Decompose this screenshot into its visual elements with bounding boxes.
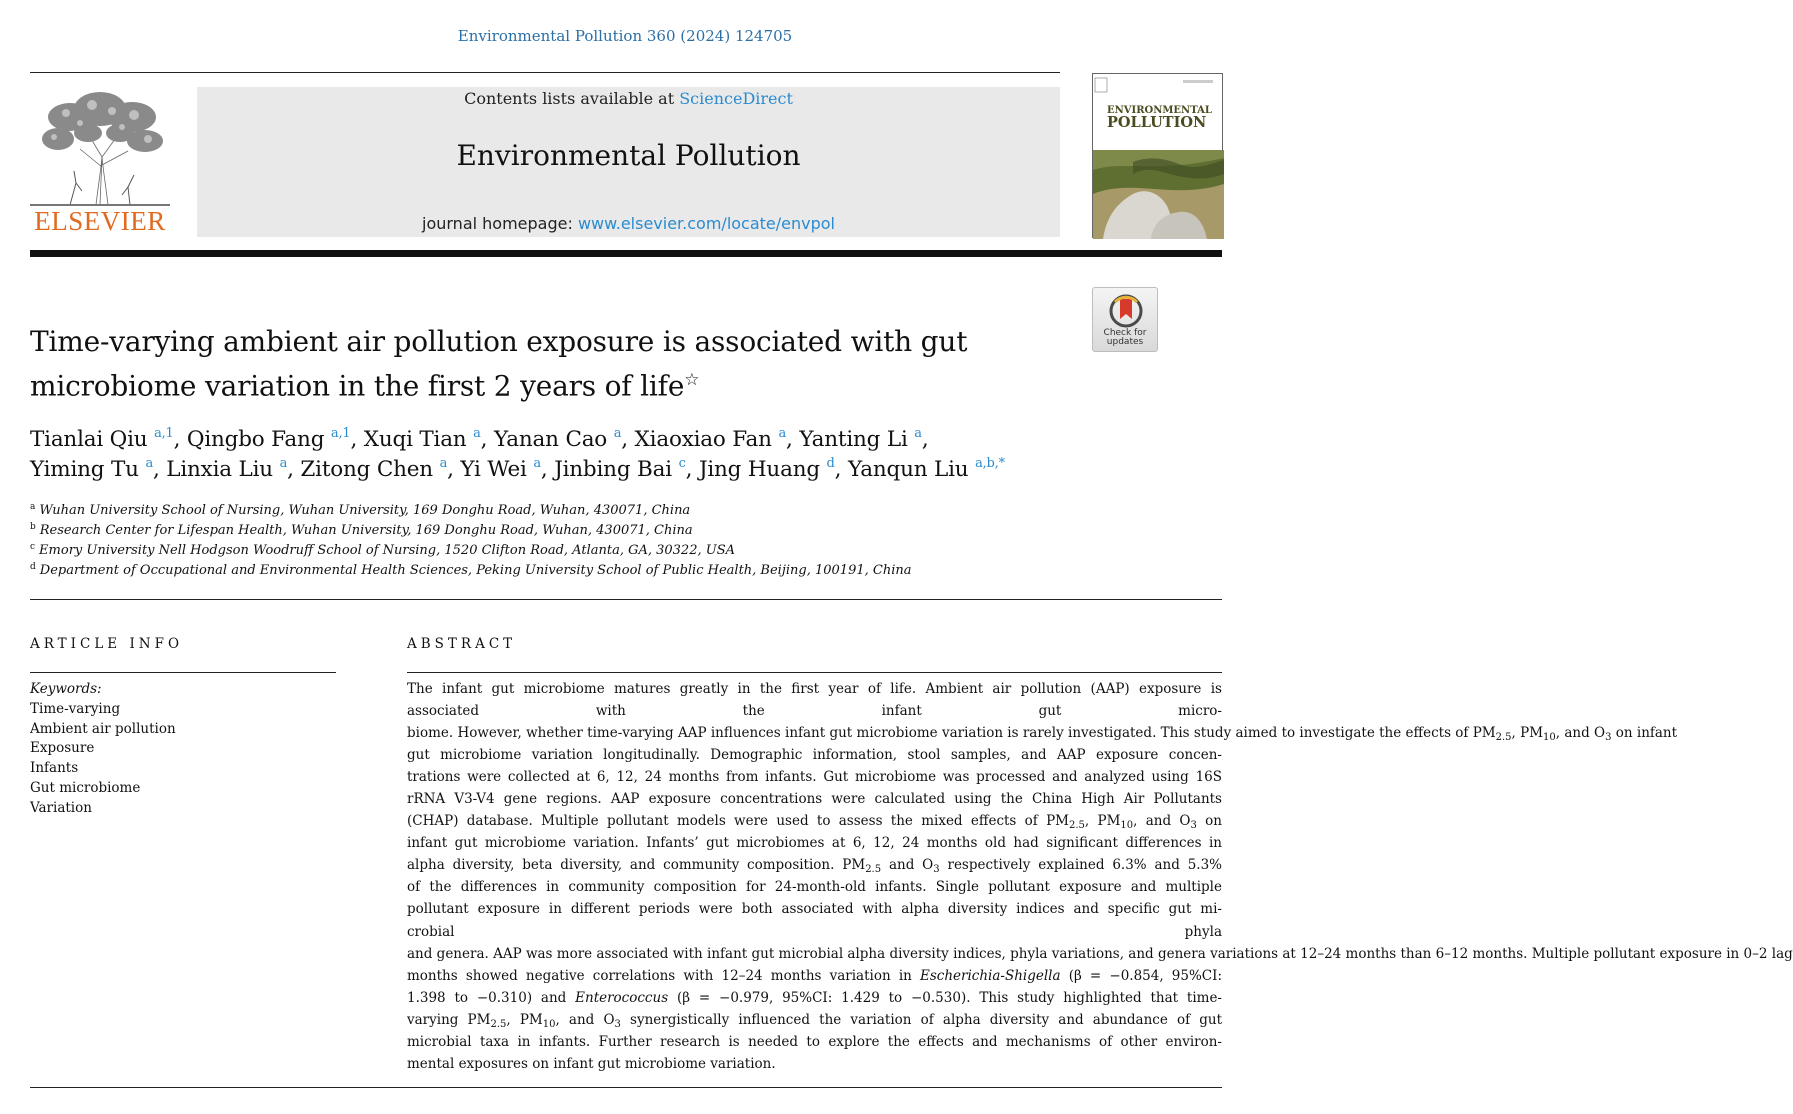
author[interactable]: Xuqi Tian	[363, 427, 467, 452]
author-affiliation-ref[interactable]: c	[678, 456, 686, 471]
title-footnote-star[interactable]: ☆	[684, 370, 700, 390]
abstract-line: biome. However, whether time-varying AAP influences infant gut microbiome variation is rarely investigated. This study aimed to investigate the effects of $PM_{2.5}$, $PM_{10}$, and $O_3$ on infant	[407, 725, 1678, 744]
author-affiliation-ref[interactable]: d	[826, 456, 835, 471]
author[interactable]: Yi Wei	[460, 457, 527, 482]
homepage-prefix: journal homepage:	[422, 214, 578, 233]
author-affiliation-ref[interactable]: a,1	[330, 426, 351, 441]
author[interactable]: Tianlai Qiu	[30, 427, 148, 452]
affiliation-item: $^b$ Research Center for Lifespan Health, Wuhan University, 169 Donghu Road, Wuhan, 430071, China	[30, 522, 693, 538]
abstract-line: crobial phyla	[407, 923, 1222, 940]
header-top-rule	[30, 72, 1060, 73]
author[interactable]: Xiaoxiao Fan	[634, 427, 772, 452]
abstract-line: The infant gut microbiome matures greatly in the first year of life. Ambient air pollution (AAP) exposure is	[407, 681, 1222, 697]
abstract-line: and genera. AAP was more associated with infant gut microbial alpha diversity indices, phyla variations, and genera variations at 12–24 months than 6–12 months. Multiple pollutant exposure in 0–2 lag	[407, 945, 1793, 962]
elsevier-wordmark: ELSEVIER	[34, 206, 166, 236]
homepage-line	[197, 214, 1060, 233]
author-affiliation-ref[interactable]: a	[279, 456, 288, 471]
abstract-line: (CHAP) database. Multiple pollutant models were used to assess the mixed effects of $PM_{2.5}$, $PM_{10}$, and $O_3$ on	[407, 813, 1222, 832]
keyword-item: Infants	[30, 760, 79, 777]
keyword-item: Ambient air pollution	[30, 720, 176, 737]
author-affiliation-ref[interactable]: a,b,*	[975, 456, 1005, 471]
abstract-text	[407, 678, 1793, 1075]
journal-homepage-link[interactable]: www.elsevier.com/locate/envpol	[577, 214, 835, 233]
abstract-line: 1.398 to −0.310) and Enterococcus (β = −0.979, 95%CI: 1.429 to −0.530). This study highlighted that time-	[407, 989, 1222, 1006]
author[interactable]: Yanan Cao	[493, 427, 608, 452]
check-for-updates-label: Check for updates	[1103, 328, 1147, 347]
author-affiliation-ref[interactable]: a	[439, 456, 448, 471]
abstract-heading: ABSTRACT	[407, 636, 517, 652]
contents-prefix: Contents lists available at	[464, 89, 680, 108]
abstract-line: rRNA V3-V4 gene regions. AAP exposure concentrations were calculated using the China High Air Pollutants	[407, 791, 1222, 808]
sciencedirect-link[interactable]: ScienceDirect	[679, 89, 793, 108]
author[interactable]: Qingbo Fang	[186, 427, 325, 452]
bookmark-icon	[1093, 290, 1159, 332]
author[interactable]: Yanqun Liu	[847, 457, 969, 482]
page-bottom-rule	[30, 1087, 1222, 1088]
contents-line	[197, 89, 1060, 108]
author-affiliation-ref[interactable]: a	[473, 426, 481, 441]
author-affiliation-ref[interactable]: a	[533, 456, 541, 471]
author-affiliation-ref[interactable]: a	[145, 456, 153, 471]
affiliation-item: $^a$ Wuhan University School of Nursing, Wuhan University, 169 Donghu Road, Wuhan, 430071, China	[30, 502, 691, 518]
abstract-line: months showed negative correlations with 12–24 months variation in Escherichia-Shigella (β = −0.854, 95%CI:	[407, 967, 1222, 984]
cover-title-line2: POLLUTION	[1107, 114, 1207, 131]
author-affiliation-ref[interactable]: a	[778, 426, 787, 441]
author-affiliation-ref[interactable]: a	[613, 426, 622, 441]
header-thick-rule	[30, 250, 1222, 257]
abstract-rule	[407, 672, 1222, 673]
keywords-list	[30, 680, 176, 819]
affiliation-list	[30, 501, 1130, 581]
author[interactable]: Yiming Tu	[30, 457, 139, 482]
check-for-updates-button[interactable]	[1092, 287, 1158, 352]
cover-title	[1093, 106, 1222, 131]
keyword-item: Exposure	[30, 740, 95, 757]
author-affiliation-ref[interactable]: a,1	[154, 426, 174, 441]
keyword-item: Variation	[30, 799, 92, 816]
abstract-line: associated with the infant gut micro-	[407, 703, 1222, 720]
author[interactable]: Jinbing Bai	[554, 457, 672, 482]
abstract-line: microbial taxa in infants. Further research is needed to explore the effects and mechanisms of other environ-	[407, 1033, 1222, 1050]
journal-name[interactable]: Environmental Pollution	[456, 139, 801, 172]
abstract-line: mental exposures on infant gut microbiome variation.	[407, 1055, 776, 1072]
abstract-line: trations were collected at 6, 12, 24 months from infants. Gut microbiome was processed and analyzed using 16S	[407, 769, 1222, 786]
article-title	[30, 322, 1070, 405]
affiliation-item: $^c$ Emory University Nell Hodgson Woodruff School of Nursing, 1520 Clifton Road, Atlanta, GA, 30322, USA	[30, 542, 735, 558]
journal-cover-thumbnail[interactable]	[1092, 73, 1223, 238]
article-info-heading: ARTICLE INFO	[30, 636, 184, 652]
abstract-line: alpha diversity, beta diversity, and community composition. $PM_{2.5}$ and $O_3$ respectively explained 6.3% and 5.3%	[407, 857, 1223, 876]
author[interactable]: Jing Huang	[698, 457, 820, 482]
article-title-line2: microbiome variation in the first 2 years of life	[30, 369, 685, 403]
author-affiliation-ref[interactable]: a	[914, 426, 922, 441]
abstract-line: pollutant exposure in different periods were both associated with alpha diversity indices and specific gut mi-	[407, 901, 1222, 918]
keywords-label: Keywords:	[30, 681, 102, 697]
affiliation-item: $^d$ Department of Occupational and Environmental Health Sciences, Peking University School of Public Health, Beijing, 100191, China	[30, 562, 912, 578]
keyword-item: Time-varying	[30, 700, 121, 717]
abstract-line: gut microbiome variation longitudinally. Demographic information, stool samples, and AAP exposure concen-	[407, 747, 1222, 764]
article-info-rule	[30, 672, 336, 673]
author[interactable]: Zitong Chen	[300, 457, 433, 482]
cover-art-icon	[1093, 74, 1224, 239]
elsevier-tree-icon	[30, 87, 170, 207]
abstract-line: of the differences in community composition for 24-month-old infants. Single pollutant exposure and multiple	[407, 879, 1222, 896]
journal-banner	[197, 87, 1060, 237]
abstract-line: infant gut microbiome variation. Infants’ gut microbiomes at 6, 12, 24 months old had significant differences in	[407, 835, 1222, 852]
keyword-item: Gut microbiome	[30, 779, 141, 796]
article-title-line1: Time-varying ambient air pollution exposure is associated with gut	[30, 325, 968, 358]
cover-title-line1: ENVIRONMENTAL	[1107, 105, 1212, 116]
author-list: Tianlai Qiu $^{a,1}$, Qingbo Fang $^{a,1}$, Xuqi Tian $^a$, Yanan Cao $^a$, Xiaoxiao Fan $^a$, Yanting Li $^a$, Yiming Tu $^a$, Linxia Liu $^a$, Zitong Chen $^a$, Yi Wei $^a$, Jinbing Bai $^c$, Jing Huang $^d$, Yanqun Liu $^{a,b,*}$	[30, 426, 1005, 482]
author[interactable]: Yanting Li	[799, 427, 908, 452]
elsevier-logo[interactable]	[30, 87, 170, 239]
abstract-line: varying $PM_{2.5}$, $PM_{10}$, and $O_3$ synergistically influenced the variation of alpha diversity and abundance of gut	[407, 1011, 1223, 1030]
author[interactable]: Linxia Liu	[166, 457, 273, 482]
journal-citation[interactable]: Environmental Pollution 360 (2024) 124705	[457, 27, 793, 45]
section-divider	[30, 599, 1222, 600]
